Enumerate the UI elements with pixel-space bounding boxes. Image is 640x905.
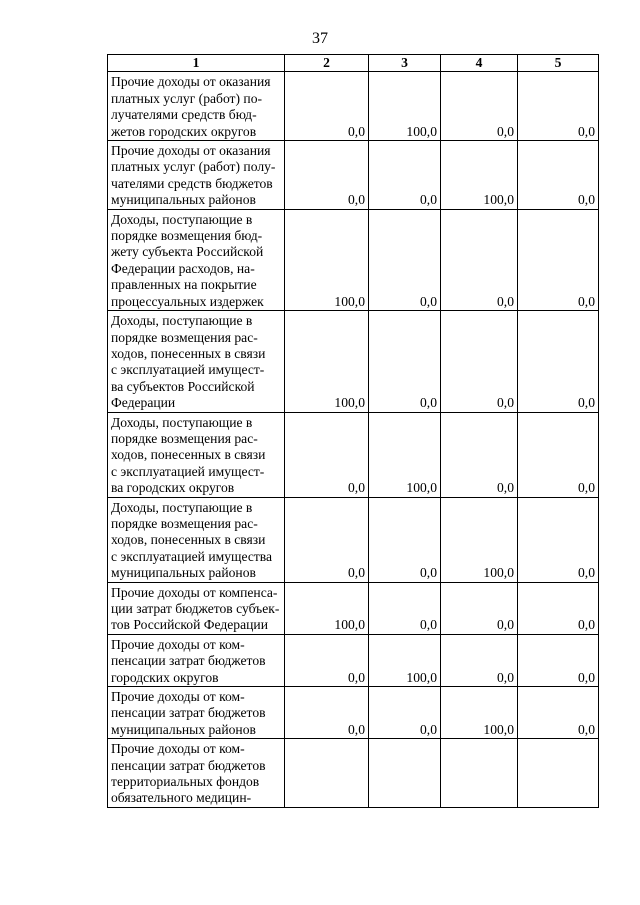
description-line: муниципальных районов [111, 721, 256, 737]
table-row [108, 739, 599, 808]
description-line: жетов городских округов [111, 123, 257, 139]
table-row [108, 141, 599, 210]
description-line: пенсации затрат бюджетов [111, 757, 266, 773]
description-line: Доходы, поступающие в [111, 414, 253, 430]
table-row [108, 497, 599, 582]
description-line: тов Российской Федерации [111, 617, 268, 633]
description-line: Прочие доходы от ком- [111, 689, 245, 705]
col-header-1: 1 [108, 55, 285, 72]
description-line: ва субъектов Российской [111, 378, 255, 394]
description-line: ходов, понесенных в связи [111, 447, 266, 463]
value-cell-col-4: 0,0 [441, 582, 518, 634]
row-description [108, 72, 285, 141]
description-line: порядке возмещения рас- [111, 515, 258, 531]
value-cell-col-2: 100,0 [285, 311, 369, 412]
description-line: Федерации [111, 395, 176, 411]
value-cell-col-2: 0,0 [285, 412, 369, 497]
table-row [108, 311, 599, 412]
value-cell-col-2: 0,0 [285, 634, 369, 686]
value-cell-col-5: 0,0 [518, 582, 599, 634]
value-cell-col-3: 0,0 [369, 141, 441, 210]
value-cell-col-4 [441, 739, 518, 808]
row-description [108, 209, 285, 310]
description-line: пенсации затрат бюджетов [111, 705, 266, 721]
description-line: ходов, понесенных в связи [111, 532, 266, 548]
value-cell-col-5: 0,0 [518, 634, 599, 686]
value-cell-col-3: 0,0 [369, 582, 441, 634]
value-cell-col-3: 0,0 [369, 311, 441, 412]
description-line: процессуальных издержек [111, 293, 264, 309]
value-cell-col-5: 0,0 [518, 311, 599, 412]
description-line: правленных на покрытие [111, 277, 257, 293]
value-cell-col-3: 0,0 [369, 687, 441, 739]
col-header-3: 3 [369, 55, 441, 72]
description-line: ходов, понесенных в связи [111, 345, 266, 361]
description-line: Прочие доходы от компенса- [111, 584, 278, 600]
description-line: ва городских округов [111, 480, 235, 496]
description-line: порядке возмещения бюд- [111, 228, 263, 244]
value-cell-col-4: 100,0 [441, 497, 518, 582]
value-cell-col-5: 0,0 [518, 141, 599, 210]
value-cell-col-2: 100,0 [285, 582, 369, 634]
col-header-4: 4 [441, 55, 518, 72]
row-description [108, 412, 285, 497]
description-line: муниципальных районов [111, 565, 256, 581]
value-cell-col-4: 0,0 [441, 72, 518, 141]
value-cell-col-2 [285, 739, 369, 808]
description-line: платных услуг (работ) полу- [111, 159, 276, 175]
description-line: территориальных фондов [111, 774, 260, 790]
value-cell-col-3: 100,0 [369, 412, 441, 497]
description-line: ции затрат бюджетов субъек- [111, 601, 280, 616]
row-description [108, 582, 285, 634]
col-header-5: 5 [518, 55, 599, 72]
header-row [108, 55, 599, 72]
value-cell-col-5: 0,0 [518, 72, 599, 141]
value-cell-col-2: 0,0 [285, 141, 369, 210]
value-cell-col-5 [518, 739, 599, 808]
value-cell-col-2: 0,0 [285, 497, 369, 582]
description-line: лучателями средств бюд- [111, 107, 257, 123]
table-row [108, 582, 599, 634]
table-row [108, 209, 599, 310]
value-cell-col-3: 100,0 [369, 634, 441, 686]
row-description [108, 634, 285, 686]
description-line: Федерации расходов, на- [111, 260, 255, 276]
value-cell-col-4: 0,0 [441, 412, 518, 497]
value-cell-col-4: 100,0 [441, 141, 518, 210]
description-line: обязательного медицин- [111, 790, 252, 806]
description-line: с эксплуатацией имущест- [111, 362, 265, 378]
value-cell-col-5: 0,0 [518, 497, 599, 582]
row-description [108, 497, 285, 582]
page-number: 37 [312, 30, 328, 47]
table-body [108, 72, 599, 807]
value-cell-col-3 [369, 739, 441, 808]
description-line: Доходы, поступающие в [111, 499, 253, 515]
revenue-distribution-table [107, 54, 599, 808]
table-row [108, 687, 599, 739]
value-cell-col-4: 0,0 [441, 311, 518, 412]
description-line: Прочие доходы от ком- [111, 636, 245, 652]
value-cell-col-5: 0,0 [518, 687, 599, 739]
description-line: муниципальных районов [111, 192, 256, 208]
row-description [108, 739, 285, 808]
description-line: с эксплуатацией имущества [111, 548, 273, 564]
description-line: Доходы, поступающие в [111, 313, 253, 329]
table-row [108, 412, 599, 497]
value-cell-col-3: 0,0 [369, 497, 441, 582]
value-cell-col-4: 100,0 [441, 687, 518, 739]
description-line: городских округов [111, 669, 219, 685]
table-row [108, 72, 599, 141]
value-cell-col-4: 0,0 [441, 634, 518, 686]
description-line: чателями средств бюджетов [111, 175, 273, 191]
row-description [108, 141, 285, 210]
value-cell-col-3: 100,0 [369, 72, 441, 141]
value-cell-col-2: 0,0 [285, 687, 369, 739]
description-line: Прочие доходы от оказания [111, 74, 271, 90]
description-line: Прочие доходы от оказания [111, 143, 271, 159]
description-line: пенсации затрат бюджетов [111, 653, 266, 669]
description-line: с эксплуатацией имущест- [111, 463, 265, 479]
description-line: порядке возмещения рас- [111, 430, 258, 446]
description-line: Прочие доходы от ком- [111, 741, 245, 757]
description-line: жету субъекта Российской [111, 244, 264, 260]
value-cell-col-5: 0,0 [518, 209, 599, 310]
value-cell-col-5: 0,0 [518, 412, 599, 497]
value-cell-col-3: 0,0 [369, 209, 441, 310]
value-cell-col-2: 0,0 [285, 72, 369, 141]
row-description [108, 311, 285, 412]
description-line: Доходы, поступающие в [111, 211, 253, 227]
row-description [108, 687, 285, 739]
col-header-2: 2 [285, 55, 369, 72]
description-line: порядке возмещения рас- [111, 329, 258, 345]
value-cell-col-4: 0,0 [441, 209, 518, 310]
table-row [108, 634, 599, 686]
value-cell-col-2: 100,0 [285, 209, 369, 310]
description-line: платных услуг (работ) по- [111, 90, 263, 106]
